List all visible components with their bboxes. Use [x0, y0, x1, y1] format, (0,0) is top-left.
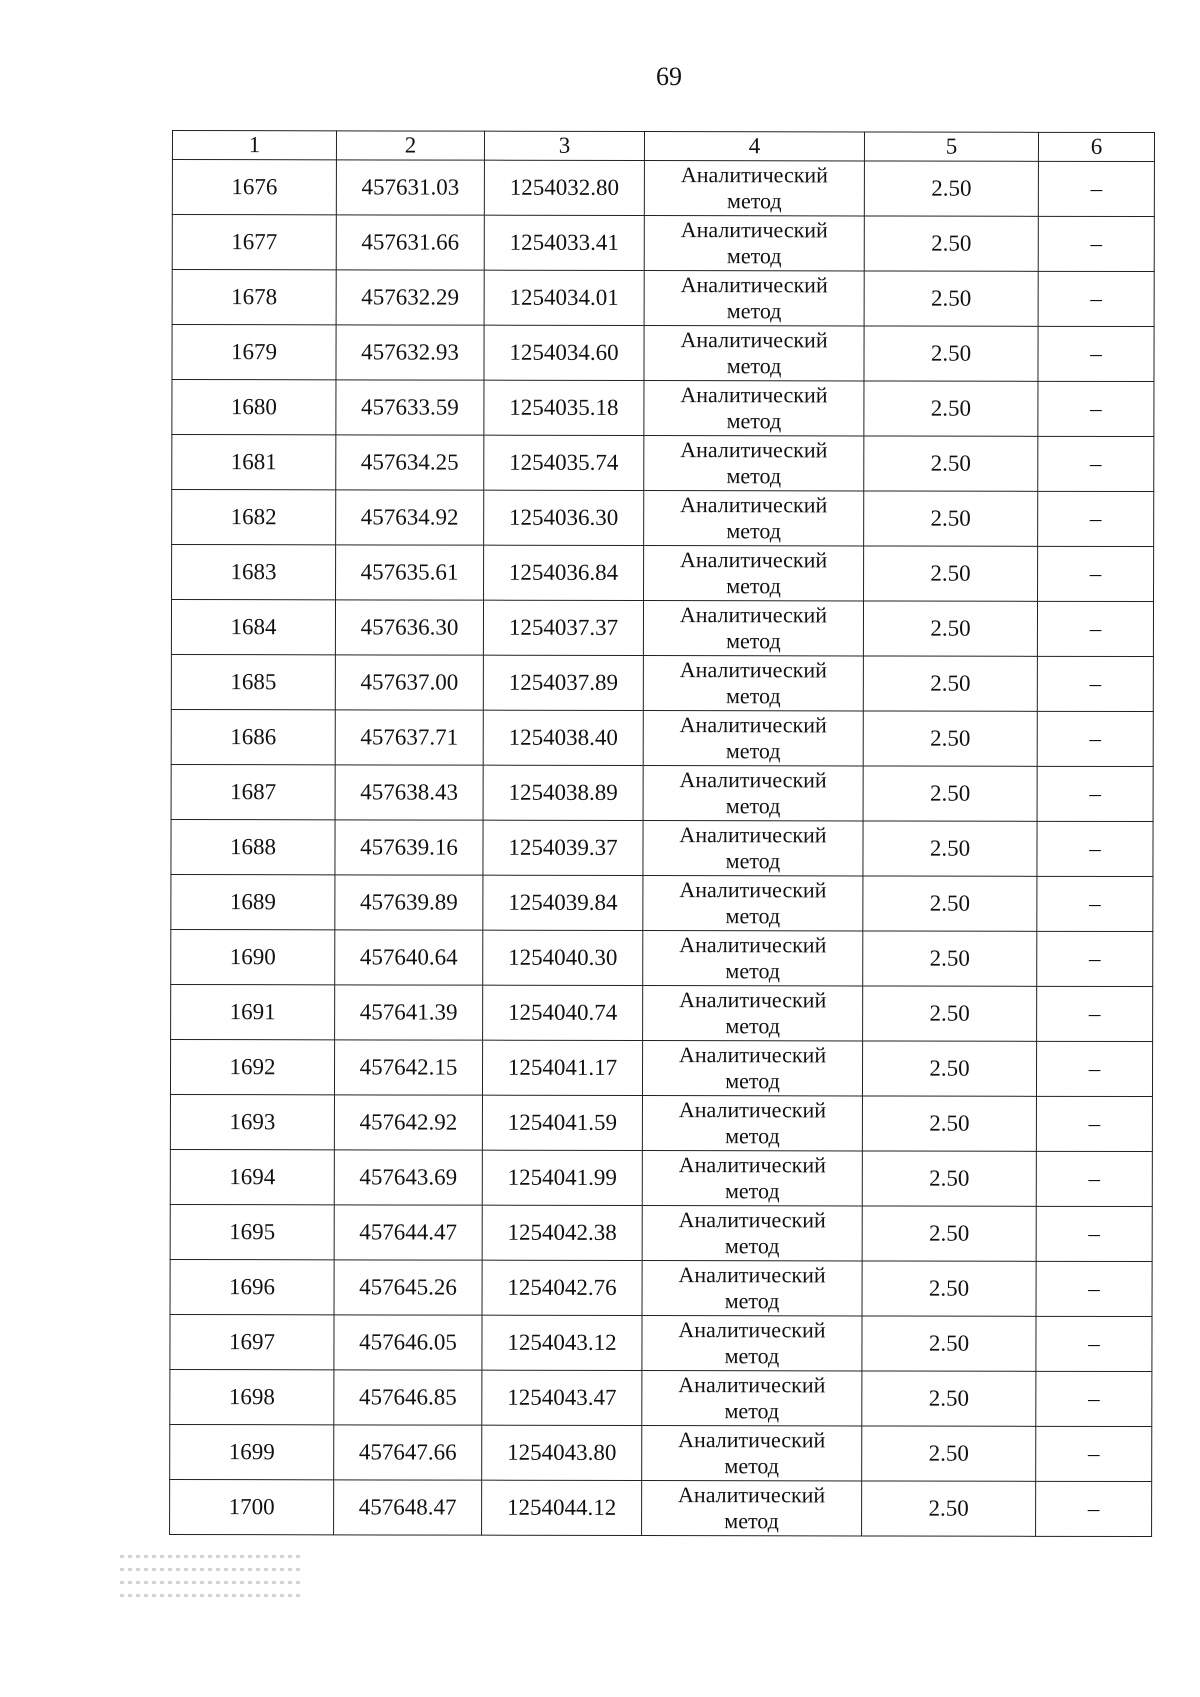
column-header: 2 — [336, 131, 484, 160]
accuracy-cell: 2.50 — [864, 491, 1038, 546]
table-row — [170, 1259, 1152, 1316]
method-line-1: Аналитический — [678, 1152, 826, 1178]
x-coordinate-cell: 457633.59 — [336, 380, 484, 435]
method-cell — [644, 490, 864, 545]
table-row — [172, 545, 1154, 602]
x-coordinate-cell: 457642.92 — [334, 1095, 482, 1150]
note-cell: – — [1037, 656, 1153, 711]
accuracy-cell: 2.50 — [863, 601, 1037, 656]
method-cell — [642, 1315, 862, 1370]
point-number-cell: 1680 — [172, 380, 336, 435]
accuracy-cell: 2.50 — [862, 1316, 1036, 1371]
point-number-cell: 1697 — [170, 1314, 334, 1369]
method-line-1: Аналитический — [680, 272, 828, 298]
y-coordinate-cell: 1254036.84 — [484, 545, 644, 600]
y-coordinate-cell: 1254035.74 — [484, 435, 644, 490]
point-number-cell: 1688 — [171, 819, 335, 874]
x-coordinate-cell: 457636.30 — [335, 600, 483, 655]
point-number-cell: 1699 — [170, 1424, 334, 1479]
point-number-cell: 1686 — [171, 709, 335, 764]
table-row — [170, 1149, 1152, 1206]
method-line-1: Аналитический — [680, 492, 828, 518]
y-coordinate-cell: 1254040.30 — [483, 930, 643, 985]
table-row — [171, 764, 1153, 821]
y-coordinate-cell: 1254039.37 — [483, 820, 643, 875]
method-cell — [642, 1425, 862, 1480]
page-number: 69 — [656, 62, 682, 91]
method-line-2: метод — [725, 793, 781, 819]
point-number-cell: 1684 — [171, 600, 335, 655]
note-cell: – — [1038, 546, 1154, 601]
method-line-1: Аналитический — [678, 1207, 826, 1233]
y-coordinate-cell: 1254038.40 — [483, 710, 643, 765]
method-line-2: метод — [725, 1123, 780, 1149]
accuracy-cell: 2.50 — [862, 1151, 1036, 1206]
note-cell: – — [1038, 436, 1154, 491]
point-number-cell: 1682 — [172, 490, 336, 545]
table-row — [171, 600, 1153, 657]
note-cell: – — [1037, 766, 1153, 821]
table-row — [172, 325, 1154, 382]
method-line-1: Аналитический — [679, 547, 828, 573]
y-coordinate-cell: 1254042.76 — [482, 1260, 642, 1315]
accuracy-cell: 2.50 — [862, 1261, 1036, 1316]
method-line-2: метод — [726, 573, 781, 599]
y-coordinate-cell: 1254043.80 — [482, 1425, 642, 1480]
y-coordinate-cell: 1254042.38 — [482, 1205, 642, 1260]
accuracy-cell: 2.50 — [862, 1371, 1036, 1426]
x-coordinate-cell: 457637.00 — [335, 655, 483, 710]
faded-stamp — [120, 1545, 300, 1645]
method-line-1: Аналитический — [679, 767, 827, 793]
table-row — [171, 654, 1153, 711]
accuracy-cell: 2.50 — [864, 161, 1038, 216]
method-cell — [642, 1095, 862, 1150]
y-coordinate-cell: 1254043.12 — [482, 1315, 642, 1370]
method-cell — [643, 600, 863, 655]
method-line-2: метод — [725, 903, 781, 929]
x-coordinate-cell: 457644.47 — [334, 1205, 482, 1260]
table-row — [172, 380, 1154, 437]
table-body — [170, 160, 1155, 1537]
method-cell — [642, 1205, 862, 1260]
method-cell — [642, 1150, 862, 1205]
accuracy-cell: 2.50 — [864, 436, 1038, 491]
method-line-1: Аналитический — [680, 327, 828, 353]
y-coordinate-cell: 1254035.18 — [484, 380, 644, 435]
y-coordinate-cell: 1254034.01 — [484, 270, 644, 325]
y-coordinate-cell: 1254041.59 — [482, 1095, 642, 1150]
method-line-2: метод — [724, 1233, 780, 1259]
point-number-cell: 1678 — [172, 270, 336, 325]
method-cell — [642, 1480, 862, 1535]
table-row — [171, 709, 1153, 766]
accuracy-cell: 2.50 — [864, 326, 1038, 381]
x-coordinate-cell: 457631.66 — [336, 215, 484, 270]
x-coordinate-cell: 457637.71 — [335, 710, 483, 765]
method-line-2: метод — [724, 1288, 780, 1314]
method-line-2: метод — [727, 188, 782, 214]
x-coordinate-cell: 457634.25 — [336, 435, 484, 490]
note-cell: – — [1036, 1481, 1152, 1536]
method-cell — [644, 325, 864, 380]
method-line-2: метод — [725, 1013, 780, 1039]
point-number-cell: 1700 — [170, 1479, 334, 1534]
x-coordinate-cell: 457643.69 — [334, 1150, 482, 1205]
coordinates-table — [169, 130, 1155, 1537]
y-coordinate-cell: 1254039.84 — [483, 875, 643, 930]
method-cell — [643, 655, 863, 710]
point-number-cell: 1677 — [172, 215, 336, 270]
note-cell: – — [1036, 1096, 1152, 1151]
method-line-2: метод — [724, 1178, 780, 1204]
note-cell: – — [1036, 1151, 1152, 1206]
method-cell — [643, 875, 863, 930]
point-number-cell: 1690 — [171, 929, 335, 984]
method-line-1: Аналитический — [678, 1482, 826, 1508]
accuracy-cell: 2.50 — [864, 381, 1038, 436]
method-cell — [644, 545, 864, 600]
table-row — [170, 1039, 1152, 1096]
note-cell: – — [1037, 601, 1153, 656]
accuracy-cell: 2.50 — [862, 1096, 1036, 1151]
x-coordinate-cell: 457647.66 — [334, 1425, 482, 1480]
point-number-cell: 1694 — [170, 1149, 334, 1204]
column-header: 4 — [644, 131, 864, 160]
method-cell — [643, 820, 863, 875]
table-row — [172, 160, 1154, 217]
x-coordinate-cell: 457642.15 — [334, 1040, 482, 1095]
method-line-1: Аналитический — [679, 602, 828, 628]
point-number-cell: 1691 — [171, 984, 335, 1039]
table-row — [172, 490, 1154, 547]
note-cell: – — [1038, 381, 1154, 436]
accuracy-cell: 2.50 — [864, 546, 1038, 601]
note-cell: – — [1038, 161, 1154, 216]
y-coordinate-cell: 1254034.60 — [484, 325, 644, 380]
y-coordinate-cell: 1254043.47 — [482, 1370, 642, 1425]
table-row — [170, 1424, 1152, 1481]
method-line-1: Аналитический — [679, 657, 827, 683]
method-line-1: Аналитический — [679, 712, 827, 738]
x-coordinate-cell: 457635.61 — [336, 545, 484, 600]
note-cell: – — [1036, 1371, 1152, 1426]
method-line-2: метод — [726, 463, 782, 489]
y-coordinate-cell: 1254044.12 — [482, 1480, 642, 1535]
point-number-cell: 1687 — [171, 764, 335, 819]
method-line-1: Аналитический — [678, 1097, 827, 1123]
x-coordinate-cell: 457632.93 — [336, 325, 484, 380]
column-header: 6 — [1038, 132, 1154, 161]
note-cell: – — [1036, 1041, 1152, 1096]
point-number-cell: 1681 — [172, 435, 336, 490]
accuracy-cell: 2.50 — [863, 656, 1037, 711]
table-row — [171, 819, 1153, 876]
point-number-cell: 1693 — [170, 1094, 334, 1149]
y-coordinate-cell: 1254041.99 — [482, 1150, 642, 1205]
method-cell — [644, 380, 864, 435]
method-cell — [642, 1260, 862, 1315]
point-number-cell: 1698 — [170, 1369, 334, 1424]
y-coordinate-cell: 1254037.37 — [483, 600, 643, 655]
x-coordinate-cell: 457634.92 — [336, 490, 484, 545]
method-line-1: Аналитический — [680, 217, 828, 243]
column-header: 1 — [172, 131, 336, 160]
note-cell: – — [1038, 271, 1154, 326]
method-line-1: Аналитический — [679, 822, 827, 848]
point-number-cell: 1679 — [172, 325, 336, 380]
method-line-1: Аналитический — [679, 877, 827, 903]
method-cell — [642, 1370, 862, 1425]
method-line-1: Аналитический — [678, 1042, 827, 1068]
note-cell: – — [1038, 491, 1154, 546]
table-row — [172, 270, 1154, 327]
note-cell: – — [1036, 1206, 1152, 1261]
point-number-cell: 1685 — [171, 654, 335, 709]
table-row — [172, 215, 1154, 272]
method-line-2: метод — [725, 683, 781, 709]
method-line-2: метод — [725, 848, 781, 874]
table-row — [171, 984, 1153, 1041]
y-coordinate-cell: 1254038.89 — [483, 765, 643, 820]
accuracy-cell: 2.50 — [863, 821, 1037, 876]
note-cell: – — [1037, 711, 1153, 766]
method-line-1: Аналитический — [678, 1427, 826, 1453]
method-line-1: Аналитический — [678, 1262, 826, 1288]
method-cell — [644, 270, 864, 325]
method-line-2: метод — [726, 628, 781, 654]
note-cell: – — [1037, 876, 1153, 931]
method-line-1: Аналитический — [679, 932, 827, 958]
x-coordinate-cell: 457639.16 — [335, 820, 483, 875]
note-cell: – — [1037, 986, 1153, 1041]
accuracy-cell: 2.50 — [863, 986, 1037, 1041]
point-number-cell: 1696 — [170, 1259, 334, 1314]
method-line-2: метод — [724, 1508, 779, 1534]
method-cell — [644, 160, 864, 215]
method-line-2: метод — [725, 958, 781, 984]
table-row — [170, 1479, 1152, 1536]
method-line-1: Аналитический — [678, 1317, 826, 1343]
x-coordinate-cell: 457648.47 — [334, 1480, 482, 1535]
method-line-2: метод — [726, 353, 782, 379]
method-line-2: метод — [725, 1068, 780, 1094]
method-line-1: Аналитический — [680, 162, 828, 188]
x-coordinate-cell: 457640.64 — [335, 930, 483, 985]
method-line-1: Аналитический — [680, 437, 828, 463]
x-coordinate-cell: 457646.85 — [334, 1370, 482, 1425]
accuracy-cell: 2.50 — [864, 216, 1038, 271]
point-number-cell: 1676 — [172, 160, 336, 215]
accuracy-cell: 2.50 — [864, 271, 1038, 326]
y-coordinate-cell: 1254037.89 — [483, 655, 643, 710]
method-line-2: метод — [725, 738, 781, 764]
accuracy-cell: 2.50 — [862, 1426, 1036, 1481]
method-line-1: Аналитический — [679, 987, 827, 1013]
method-cell — [643, 765, 863, 820]
note-cell: – — [1037, 821, 1153, 876]
accuracy-cell: 2.50 — [862, 1041, 1036, 1096]
x-coordinate-cell: 457639.89 — [335, 875, 483, 930]
y-coordinate-cell: 1254041.17 — [482, 1040, 642, 1095]
accuracy-cell: 2.50 — [862, 1206, 1036, 1261]
table-row — [172, 435, 1154, 492]
point-number-cell: 1695 — [170, 1204, 334, 1259]
point-number-cell: 1692 — [170, 1039, 334, 1094]
method-cell — [642, 1040, 862, 1095]
method-line-2: метод — [726, 298, 782, 324]
method-cell — [644, 435, 864, 490]
x-coordinate-cell: 457638.43 — [335, 765, 483, 820]
y-coordinate-cell: 1254040.74 — [483, 985, 643, 1040]
method-line-2: метод — [724, 1343, 780, 1369]
method-line-1: Аналитический — [680, 382, 828, 408]
accuracy-cell: 2.50 — [863, 876, 1037, 931]
x-coordinate-cell: 457645.26 — [334, 1260, 482, 1315]
note-cell: – — [1036, 1426, 1152, 1481]
note-cell: – — [1038, 216, 1154, 271]
x-coordinate-cell: 457641.39 — [335, 985, 483, 1040]
accuracy-cell: 2.50 — [862, 1481, 1036, 1536]
accuracy-cell: 2.50 — [863, 766, 1037, 821]
x-coordinate-cell: 457632.29 — [336, 270, 484, 325]
note-cell: – — [1038, 326, 1154, 381]
note-cell: – — [1037, 931, 1153, 986]
y-coordinate-cell: 1254036.30 — [484, 490, 644, 545]
method-line-2: метод — [726, 518, 781, 544]
point-number-cell: 1689 — [171, 874, 335, 929]
table-header-row — [172, 131, 1154, 162]
y-coordinate-cell: 1254033.41 — [484, 215, 644, 270]
note-cell: – — [1036, 1261, 1152, 1316]
method-line-2: метод — [724, 1453, 780, 1479]
method-cell — [643, 985, 863, 1040]
method-line-2: метод — [724, 1398, 780, 1424]
note-cell: – — [1036, 1316, 1152, 1371]
method-line-1: Аналитический — [678, 1372, 826, 1398]
y-coordinate-cell: 1254032.80 — [484, 160, 644, 215]
table-row — [171, 929, 1153, 986]
x-coordinate-cell: 457631.03 — [336, 160, 484, 215]
table-row — [170, 1369, 1152, 1426]
column-header: 3 — [484, 131, 644, 160]
table-row — [170, 1314, 1152, 1371]
accuracy-cell: 2.50 — [863, 931, 1037, 986]
table-row — [171, 874, 1153, 931]
method-cell — [643, 710, 863, 765]
method-cell — [643, 930, 863, 985]
method-line-2: метод — [726, 243, 782, 269]
column-header: 5 — [864, 132, 1038, 161]
table-row — [170, 1094, 1152, 1151]
accuracy-cell: 2.50 — [863, 711, 1037, 766]
x-coordinate-cell: 457646.05 — [334, 1315, 482, 1370]
point-number-cell: 1683 — [172, 545, 336, 600]
method-cell — [644, 215, 864, 270]
method-line-2: метод — [726, 408, 782, 434]
table-row — [170, 1204, 1152, 1261]
